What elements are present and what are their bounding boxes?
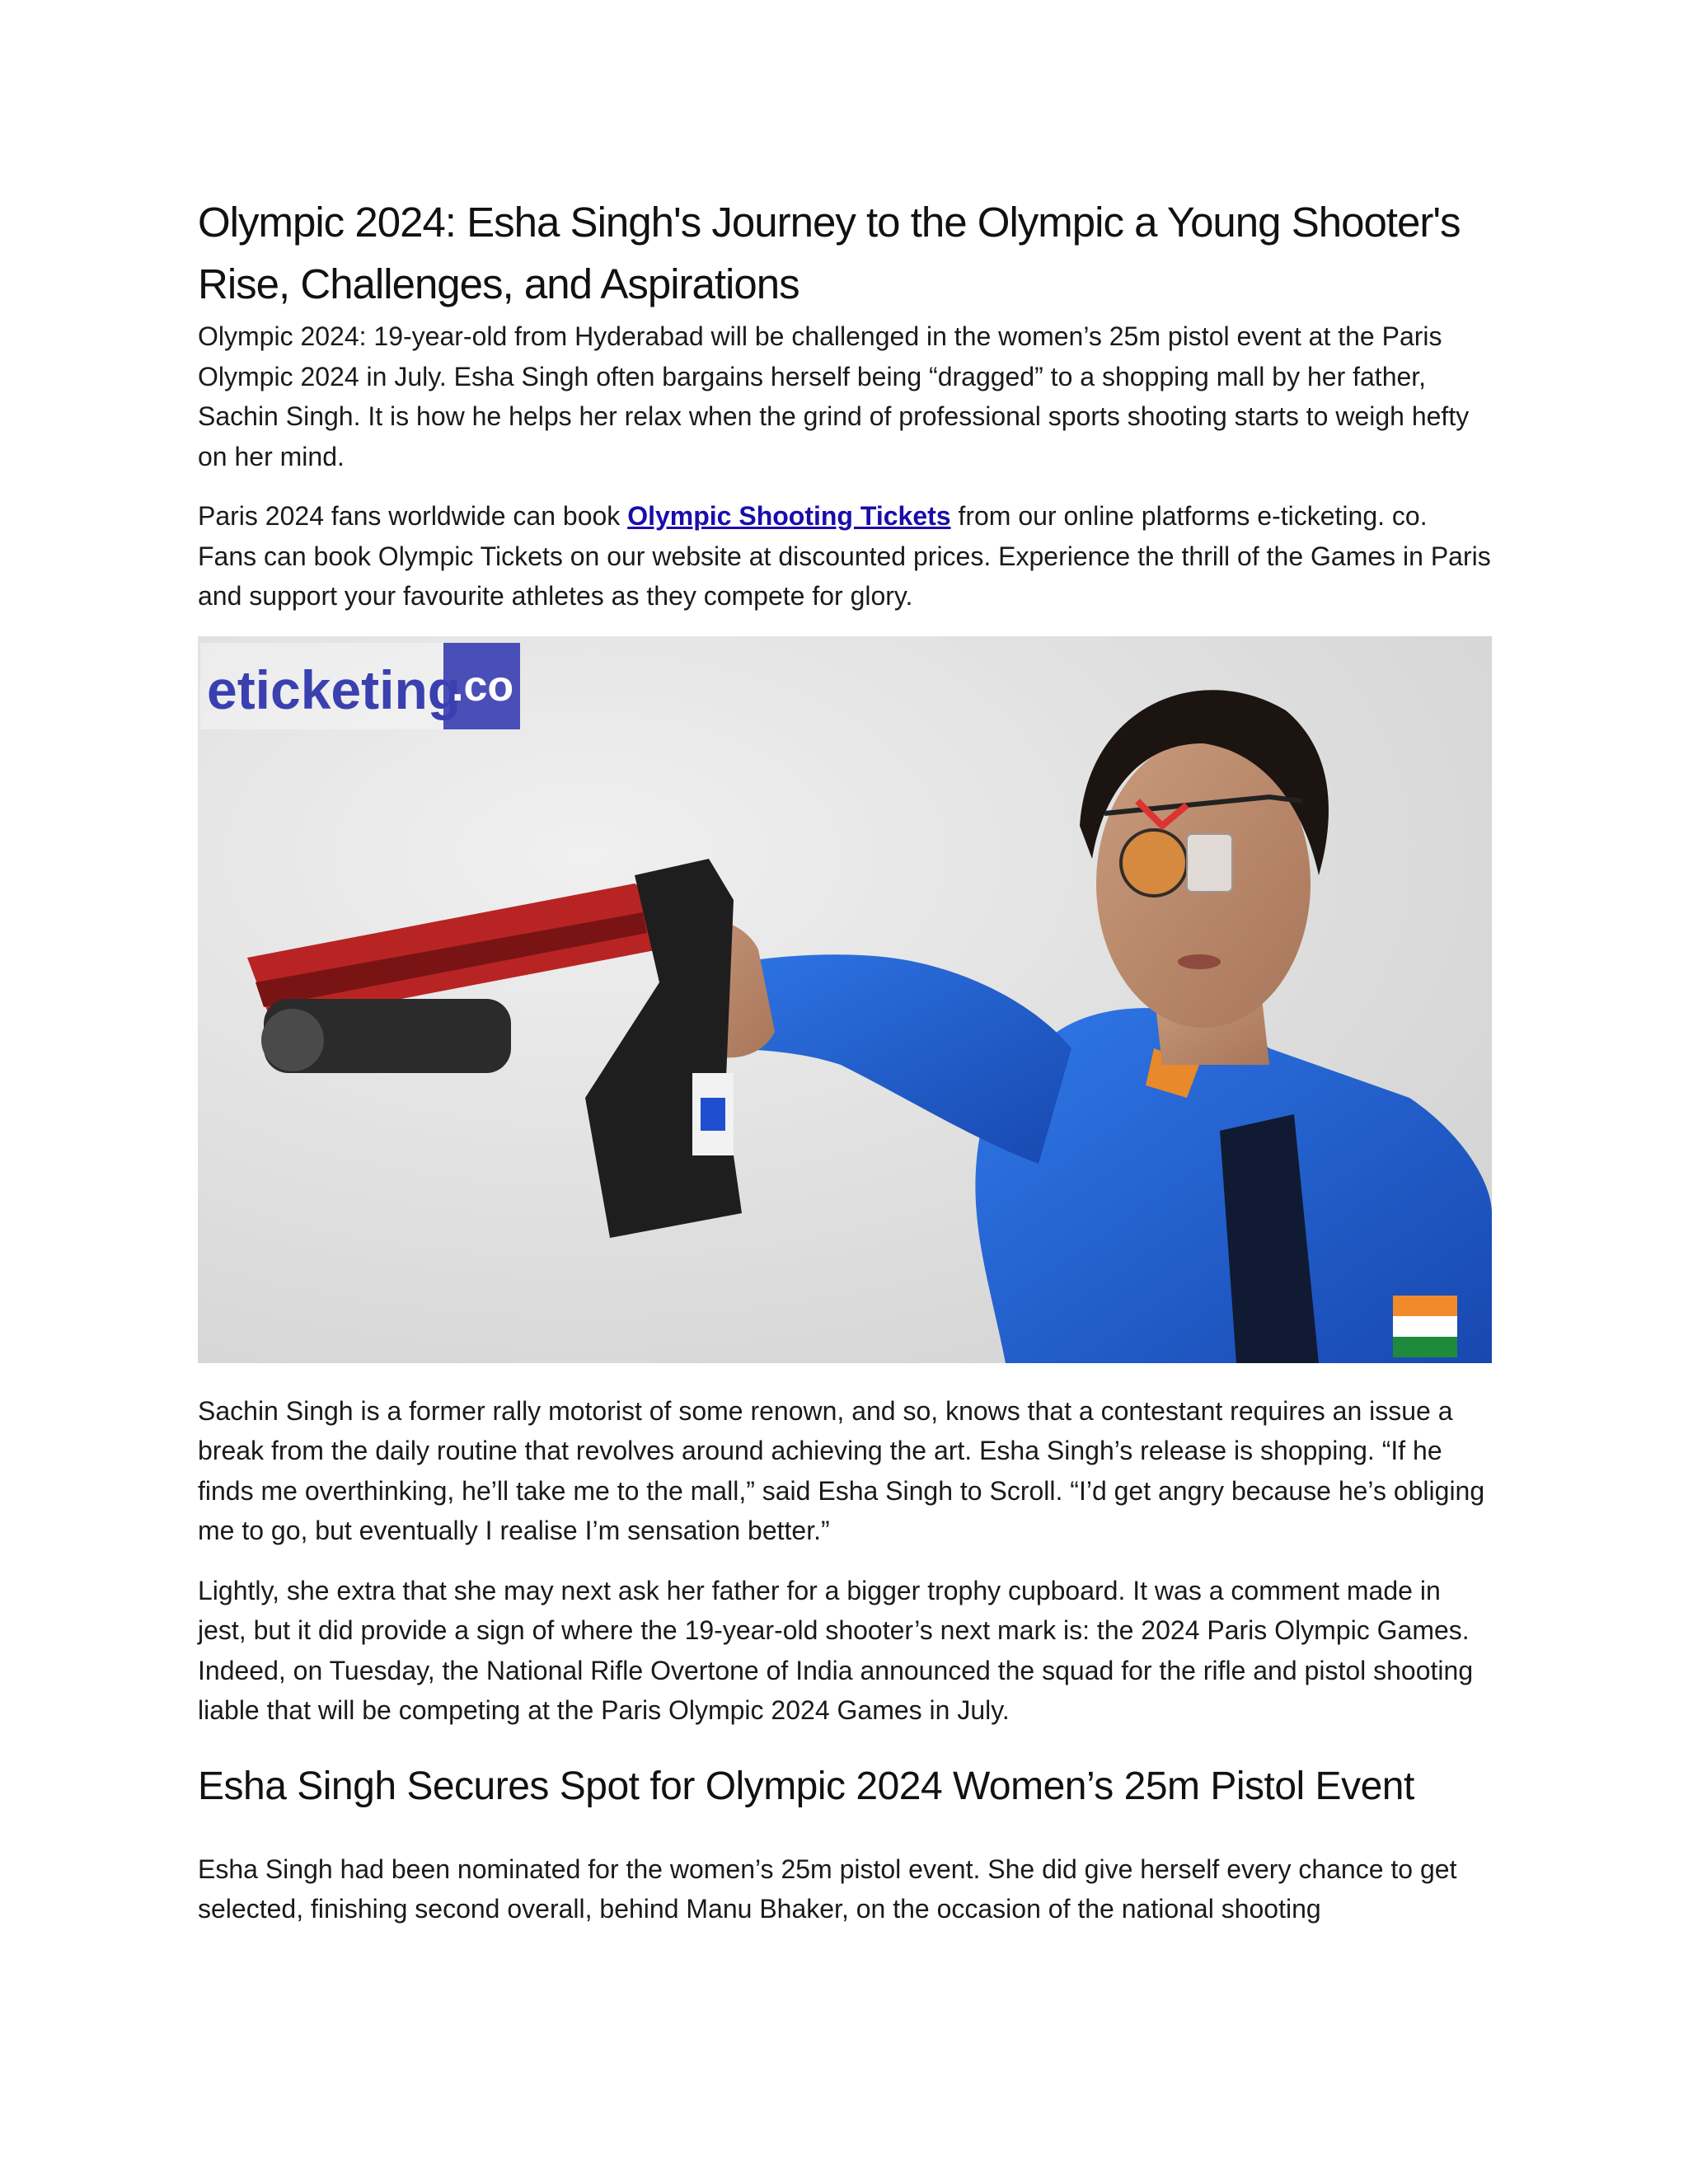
- svg-text:.co: .co: [452, 662, 514, 710]
- nomination-paragraph: Esha Singh had been nominated for the women’s 25m pistol event. She did give herself every chance to get selected, finishing second overall, behind Manu Bhaker, on the occasion of the national shooting: [198, 1854, 1457, 1924]
- background-paragraph: Sachin Singh is a former rally motorist of some renown, and so, knows that a contestant requires an issue a break from the daily routine that revolves around achieving the art. Esha Singh’s release is shopping. “If he finds me overthinking, he’ll take me to the mall,” said Esha Singh to Scroll. “I’d get angry because he’s obliging me to go, but eventually I realise I’m sensation better.”: [198, 1395, 1485, 1545]
- section-heading: Esha Singh Secures Spot for Olympic 2024 Women’s 25m Pistol Event: [198, 1764, 1414, 1808]
- trophy-paragraph: Lightly, she extra that she may next ask her father for a bigger trophy cupboard. It was a comment made in jest, but it did provide a sign of where the 19-year-old shooter’s next mark is: the 2024 Paris Olympic Games. Indeed, on Tuesday, the National Rifle Overtone of India announced the squad for the rifle and pistol shooting liable that will be competing at the Paris Olympic 2024 Games in July.: [198, 1575, 1474, 1725]
- shooter-illustration: [198, 636, 1492, 1363]
- tickets-text-after: from our online platforms e-ticketing. co. Fans can book Olympic Tickets on our website at discounted prices. Experience the thrill of the Games in Paris and support your favourite athletes as they compete for glory.: [198, 501, 1491, 611]
- tickets-paragraph: [198, 496, 1492, 616]
- tickets-text-before: Paris 2024 fans worldwide can book: [198, 501, 628, 531]
- article: [198, 191, 1492, 1949]
- eticketing-logo: [200, 643, 520, 729]
- intro-paragraph: Olympic 2024: 19-year-old from Hyderabad will be challenged in the women’s 25m pistol event at the Paris Olympic 2024 in July. Esha Singh often bargains herself being “dragged” to a shopping mall by her father, Sachin Singh. It is how he helps her relax when the grind of professional sports shooting starts to weigh hefty on her mind.: [198, 321, 1470, 471]
- olympic-shooting-tickets-link[interactable]: Olympic Shooting Tickets: [627, 501, 951, 531]
- article-photo: [198, 636, 1492, 1363]
- svg-text:eticketing: eticketing: [207, 658, 462, 720]
- article-title: Olympic 2024: Esha Singh's Journey to the Olympic a Young Shooter's Rise, Challenges, and Aspirations: [198, 199, 1461, 307]
